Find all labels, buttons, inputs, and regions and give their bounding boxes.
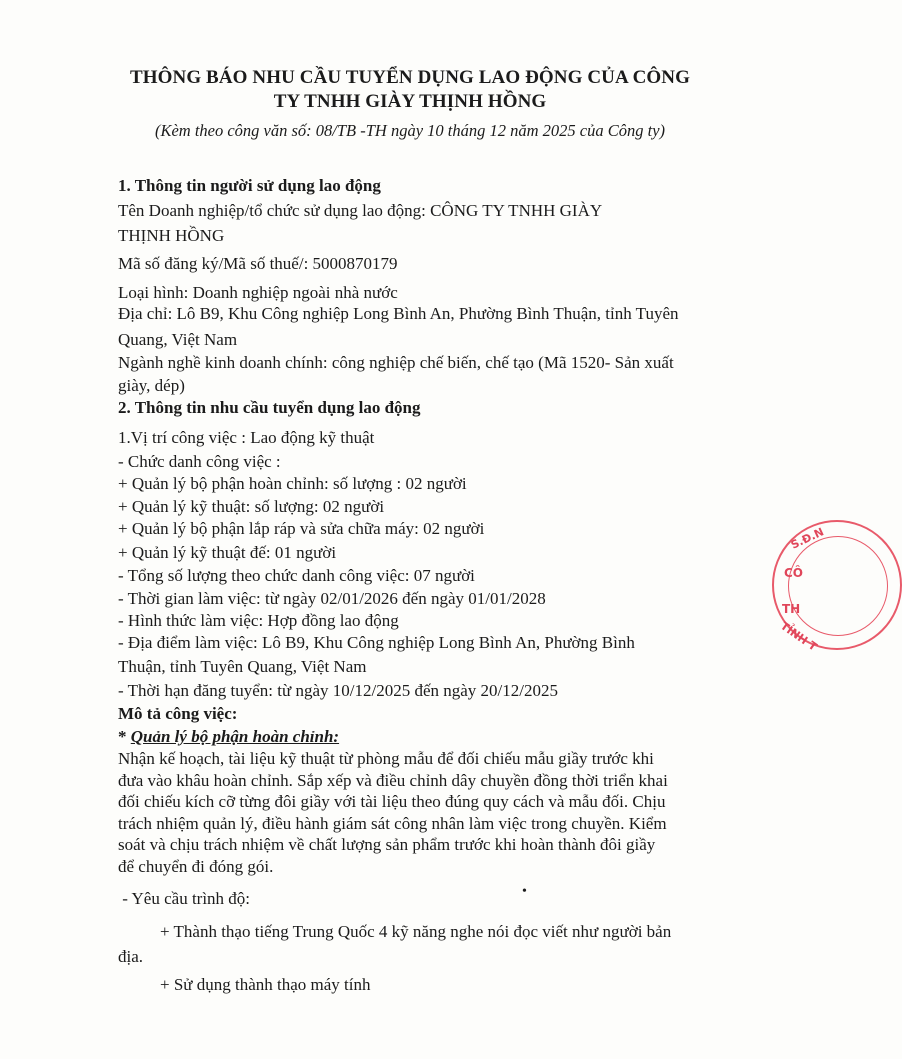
company-name-line1: Tên Doanh nghiệp/tổ chức sử dụng lao động: CÔNG TY TNHH GIÀY: [118, 201, 603, 220]
requirement-item: + Thành thạo tiếng Trung Quốc 4 kỹ năng nghe nói đọc viết như người bản: [160, 922, 672, 941]
job-title: Quản lý bộ phận hoàn chỉnh:: [130, 727, 340, 746]
job-description-line: đối chiếu kích cỡ từng đôi giầy với tài liệu theo đúng quy cách và mẫu đối. Chịu: [118, 792, 666, 811]
document-subtitle: (Kèm theo công văn số: 08/TB -TH ngày 10 tháng 12 năm 2025 của Công ty): [154, 121, 666, 140]
title-item: + Quản lý kỹ thuật: số lượng: 02 người: [118, 497, 385, 516]
position: 1.Vị trí công việc : Lao động kỹ thuật: [118, 428, 375, 447]
total-count: - Tổng số lượng theo chức danh công việc: 07 người: [118, 566, 475, 585]
seal-text-mid: CÔ: [784, 566, 804, 580]
titles-label: - Chức danh công việc :: [118, 452, 281, 471]
company-seal: [772, 520, 902, 654]
ink-dot: •: [522, 884, 527, 899]
job-description-heading: Mô tả công việc:: [118, 704, 238, 723]
title-item: + Quản lý kỹ thuật đế: 01 người: [118, 543, 337, 562]
industry-line2: giày, dép): [118, 376, 185, 395]
requirement-item: + Sử dụng thành thạo máy tính: [160, 975, 371, 994]
address-line2: Quang, Việt Nam: [118, 330, 238, 349]
seal-inner-ring: [788, 536, 888, 636]
business-type: Loại hình: Doanh nghiệp ngoài nhà nước: [118, 283, 398, 302]
seal-text-mid: TH: [782, 602, 801, 616]
work-time: - Thời gian làm việc: từ ngày 02/01/2026 đến ngày 01/01/2028: [118, 589, 546, 608]
job-description-paragraph: [118, 748, 738, 877]
job-description-line: Nhận kế hoạch, tài liệu kỹ thuật từ phòng mẫu để đối chiếu mẫu giầy trước khi: [118, 749, 654, 768]
document-title-line1: THÔNG BÁO NHU CẦU TUYỂN DỤNG LAO ĐỘNG CỦA CÔNG: [129, 67, 691, 88]
work-location-line1: - Địa điểm làm việc: Lô B9, Khu Công nghiệp Long Bình An, Phường Bình: [118, 633, 635, 652]
requirement-item-cont: địa.: [118, 947, 144, 966]
work-form: - Hình thức làm việc: Hợp đồng lao động: [118, 611, 399, 630]
address-line1: Địa chỉ: Lô B9, Khu Công nghiệp Long Bình An, Phường Bình Thuận, tỉnh Tuyên: [118, 304, 679, 323]
job-description-line: để chuyển đi đóng gói.: [118, 856, 274, 876]
seal-text-bottom: TỈNH T: [778, 619, 820, 654]
seal-text-top: S.Đ.N: [788, 525, 826, 552]
job-description-line: soát và chịu trách nhiệm về chất lượng sản phẩm trước khi hoàn thành đôi giầy: [118, 835, 656, 854]
section2-heading: 2. Thông tin nhu cầu tuyển dụng lao động: [118, 398, 421, 417]
job-description-line: trách nhiệm quản lý, điều hành giám sát công nhân làm việc trong chuyền. Kiểm: [118, 813, 667, 833]
tax-code: Mã số đăng ký/Mã số thuế/: 5000870179: [118, 254, 398, 273]
section1-heading: 1. Thông tin người sử dụng lao động: [118, 176, 381, 195]
requirements-label: - Yêu cầu trình độ:: [118, 889, 251, 908]
registration-period: - Thời hạn đăng tuyển: từ ngày 10/12/2025 đến ngày 20/12/2025: [118, 681, 558, 700]
title-item: + Quản lý bộ phận hoàn chỉnh: số lượng : 02 người: [118, 474, 467, 493]
industry-line1: Ngành nghề kinh doanh chính: công nghiệp chế biến, chế tạo (Mã 1520- Sản xuất: [118, 353, 674, 372]
company-name-line2: THỊNH HỒNG: [118, 226, 225, 245]
work-location-line2: Thuận, tỉnh Tuyên Quang, Việt Nam: [118, 657, 367, 676]
job-marker: *: [118, 727, 131, 746]
job-title-line: [118, 727, 339, 747]
job-description-line: đưa vào khâu hoàn chỉnh. Sắp xếp và điều chỉnh dây chuyền đồng thời triển khai: [118, 770, 668, 790]
document-title-line2: TY TNHH GIÀY THỊNH HỒNG: [273, 91, 547, 112]
title-item: + Quản lý bộ phận lắp ráp và sửa chữa máy: 02 người: [118, 519, 485, 538]
